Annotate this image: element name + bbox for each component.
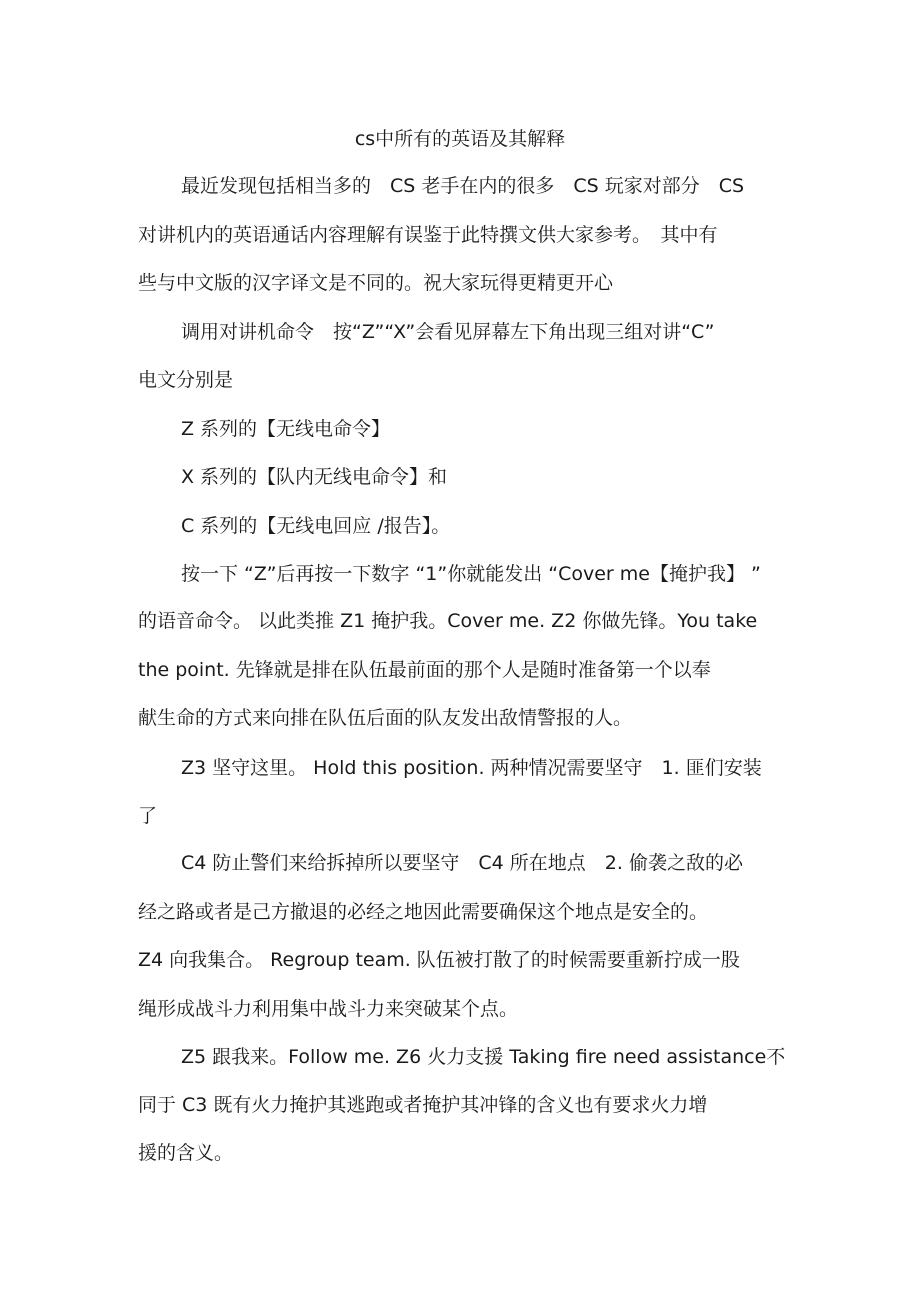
paragraph-line: X 系列的【队内无线电命令】和 [181, 466, 448, 488]
paragraph-line: 些与中文版的汉字译文是不同的。祝大家玩得更精更开心 [138, 272, 614, 294]
paragraph-line: 绳形成战斗力利用集中战斗力来突破某个点。 [138, 998, 519, 1020]
paragraph-line: 同于 C3 既有火力掩护其逃跑或者掩护其冲锋的含义也有要求火力增 [138, 1094, 708, 1116]
paragraph-line: 最近发现包括相当多的 CS 老手在内的很多 CS 玩家对部分 CS [181, 175, 745, 197]
paragraph-line: 献生命的方式来向排在队伍后面的队友发出敌情警报的人。 [138, 707, 633, 729]
paragraph-line: Z4 向我集合。 Regroup team. 队伍被打散了的时候需要重新拧成一股 [138, 949, 740, 971]
paragraph-line: 调用对讲机命令 按“Z”“X”会看见屏幕左下角出现三组对讲“C” [181, 321, 715, 343]
paragraph-line: Z5 跟我来。Follow me. Z6 火力支援 Taking fire need assistance不 [181, 1046, 786, 1068]
paragraph-line: 了 [138, 805, 158, 827]
paragraph-line: 对讲机内的英语通话内容理解有误鉴于此特撰文供大家参考。 其中有 [138, 224, 718, 246]
paragraph-line: 援的含义。 [138, 1142, 234, 1164]
paragraph-line: C 系列的【无线电回应 /报告】。 [181, 515, 451, 537]
paragraph-line: 按一下 “Z”后再按一下数字 “1”你就能发出 “Cover me【掩护我】 ” [181, 563, 761, 585]
paragraph-line: 的语音命令。 以此类推 Z1 掩护我。Cover me. Z2 你做先锋。You take [138, 610, 758, 632]
document-title: cs中所有的英语及其解释 [354, 128, 566, 150]
paragraph-line: 经之路或者是己方撤退的必经之地因此需要确保这个地点是安全的。 [138, 901, 709, 923]
paragraph-line: the point. 先锋就是排在队伍最前面的那个人是随时准备第一个以奉 [138, 659, 711, 681]
paragraph-line: 电文分别是 [138, 369, 234, 391]
paragraph-line: Z3 坚守这里。 Hold this position. 两种情况需要坚守 1. 匪们安装 [181, 757, 762, 779]
paragraph-line: C4 防止警们来给拆掉所以要坚守 C4 所在地点 2. 偷袭之敌的必 [181, 852, 743, 874]
paragraph-line: Z 系列的【无线电命令】 [181, 418, 391, 440]
